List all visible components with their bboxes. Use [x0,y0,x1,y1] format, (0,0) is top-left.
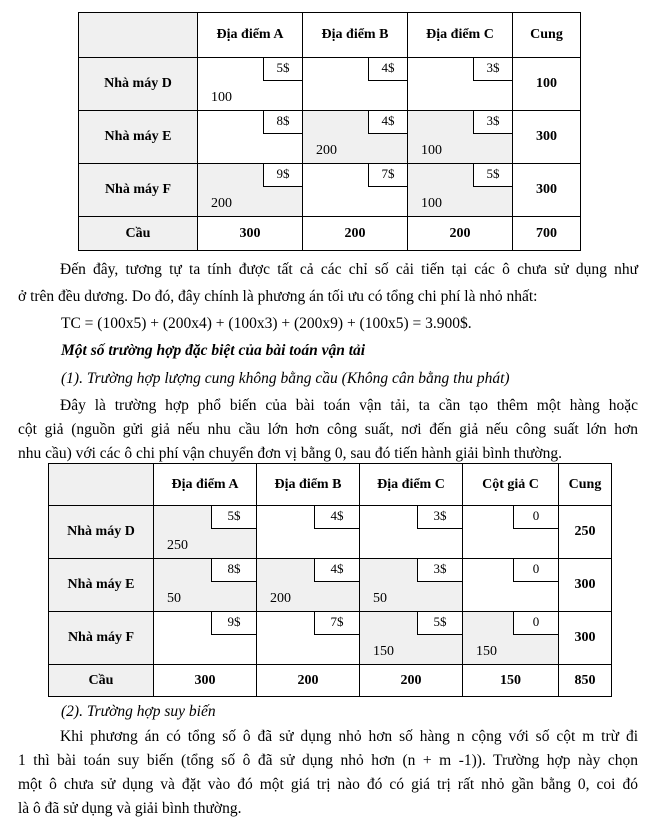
factory-name: Nhà máy F [79,164,198,217]
header-supply: Cung [559,464,612,506]
supply-value: 300 [513,111,581,164]
unit-cost: 9$ [263,164,302,187]
total-value: 700 [513,217,581,251]
demand-value: 300 [154,665,257,697]
supply-value: 300 [559,559,612,612]
cost-cell [257,559,360,612]
demand-label: Cầu [79,217,198,251]
cost-cell [303,58,408,111]
unit-cost: 3$ [473,58,512,81]
paragraph-line: Đến đây, tương tự ta tính được tất cả các chỉ số cải tiến tại các ô chưa sử dụng như [60,261,638,278]
factory-name: Nhà máy E [79,111,198,164]
cost-cell [303,111,408,164]
unit-cost: 0 [513,506,558,529]
header-dummy-column: Cột giả C [463,464,559,506]
cost-cell [360,612,463,665]
section-heading: Một số trường hợp đặc biệt của bài toán vận tải [61,342,366,359]
table-row [49,612,612,665]
table-row [79,111,581,164]
unit-cost: 5$ [417,612,462,635]
allocation: 100 [211,90,232,105]
unit-cost: 4$ [368,111,407,134]
allocation: 250 [167,538,188,553]
factory-name: Nhà máy D [49,506,154,559]
unit-cost: 4$ [368,58,407,81]
demand-row [49,665,612,697]
unit-cost: 9$ [211,612,256,635]
paragraph-line: một ô chưa sử dụng và đặt vào đó một giá trị nào đó có giá trị rất nhỏ gần bằng 0, coi đó [18,776,638,793]
allocation: 200 [211,196,232,211]
header-corner [49,464,154,506]
cost-cell [198,111,303,164]
header-location-a: Địa điểm A [154,464,257,506]
table-row [49,506,612,559]
unit-cost: 4$ [314,559,359,582]
cost-cell [154,506,257,559]
factory-name: Nhà máy E [49,559,154,612]
total-value: 850 [559,665,612,697]
cost-cell [408,164,513,217]
cost-cell [463,559,559,612]
paragraph-line: Khi phương án có tổng số ô đã sử dụng nhỏ hơn số hàng n cộng với số cột m trừ đi [60,728,638,745]
unit-cost: 5$ [263,58,302,81]
demand-value: 200 [360,665,463,697]
demand-value: 150 [463,665,559,697]
cost-cell [154,612,257,665]
formula: TC = (100x5) + (200x4) + (100x3) + (200x9) + (100x5) = 3.900$. [61,315,472,332]
demand-value: 300 [198,217,303,251]
table-row [79,164,581,217]
cost-cell [463,506,559,559]
unit-cost: 7$ [314,612,359,635]
cost-cell [257,506,360,559]
allocation: 150 [476,644,497,659]
unit-cost: 3$ [417,506,462,529]
cost-cell [198,164,303,217]
header-location-b: Địa điểm B [303,13,408,58]
cost-cell [360,506,463,559]
paragraph-line: là ô đã sử dụng và giải bình thường. [18,800,242,817]
header-location-c: Địa điểm C [360,464,463,506]
transport-table-1 [78,12,581,251]
paragraph-line: 1 thì bài toán suy biến (tổng số ô đã sử dụng nhỏ hơn (n + m -1)). Trường hợp này chọn [18,752,638,769]
cost-cell [303,164,408,217]
supply-value: 300 [559,612,612,665]
allocation: 100 [421,196,442,211]
allocation: 150 [373,644,394,659]
unit-cost: 0 [513,559,558,582]
unit-cost: 8$ [211,559,256,582]
allocation: 100 [421,143,442,158]
cost-cell [408,58,513,111]
factory-name: Nhà máy F [49,612,154,665]
demand-label: Cầu [49,665,154,697]
supply-value: 100 [513,58,581,111]
unit-cost: 3$ [473,111,512,134]
unit-cost: 7$ [368,164,407,187]
demand-value: 200 [257,665,360,697]
cost-cell [198,58,303,111]
table-row [79,58,581,111]
allocation: 200 [270,591,291,606]
cost-cell [408,111,513,164]
demand-value: 200 [303,217,408,251]
factory-name: Nhà máy D [79,58,198,111]
paragraph-line: ở trên đều dương. Do đó, đây chính là phương án tối ưu có tổng chi phí là nhỏ nhất: [18,288,538,305]
cost-cell [257,612,360,665]
supply-value: 300 [513,164,581,217]
allocation: 50 [373,591,387,606]
header-location-a: Địa điểm A [198,13,303,58]
transport-table-2 [48,463,612,697]
unit-cost: 5$ [473,164,512,187]
unit-cost: 0 [513,612,558,635]
unit-cost: 5$ [211,506,256,529]
case-2-heading: (2). Trường hợp suy biến [61,703,216,720]
unit-cost: 3$ [417,559,462,582]
unit-cost: 8$ [263,111,302,134]
paragraph-line: nhu cầu) với các ô chi phí vận chuyển đơn vị bằng 0, sau đó tiến hành giải bình thường. [18,445,562,462]
demand-row [79,217,581,251]
case-1-heading: (1). Trường hợp lượng cung không bằng cầu (Không cân bằng thu phát) [61,370,510,387]
cost-cell [360,559,463,612]
allocation: 200 [316,143,337,158]
table-row [49,559,612,612]
header-location-b: Địa điểm B [257,464,360,506]
cost-cell [463,612,559,665]
paragraph-line: cột giả (nguồn gửi giả nếu nhu cầu lớn hơn công suất, nơi đến giả nếu công suất lớn hơn [18,421,638,438]
header-supply: Cung [513,13,581,58]
header-location-c: Địa điểm C [408,13,513,58]
header-corner [79,13,198,58]
supply-value: 250 [559,506,612,559]
paragraph-line: Đây là trường hợp phổ biến của bài toán vận tải, ta cần tạo thêm một hàng hoặc [60,397,638,414]
unit-cost: 4$ [314,506,359,529]
cost-cell [154,559,257,612]
demand-value: 200 [408,217,513,251]
allocation: 50 [167,591,181,606]
